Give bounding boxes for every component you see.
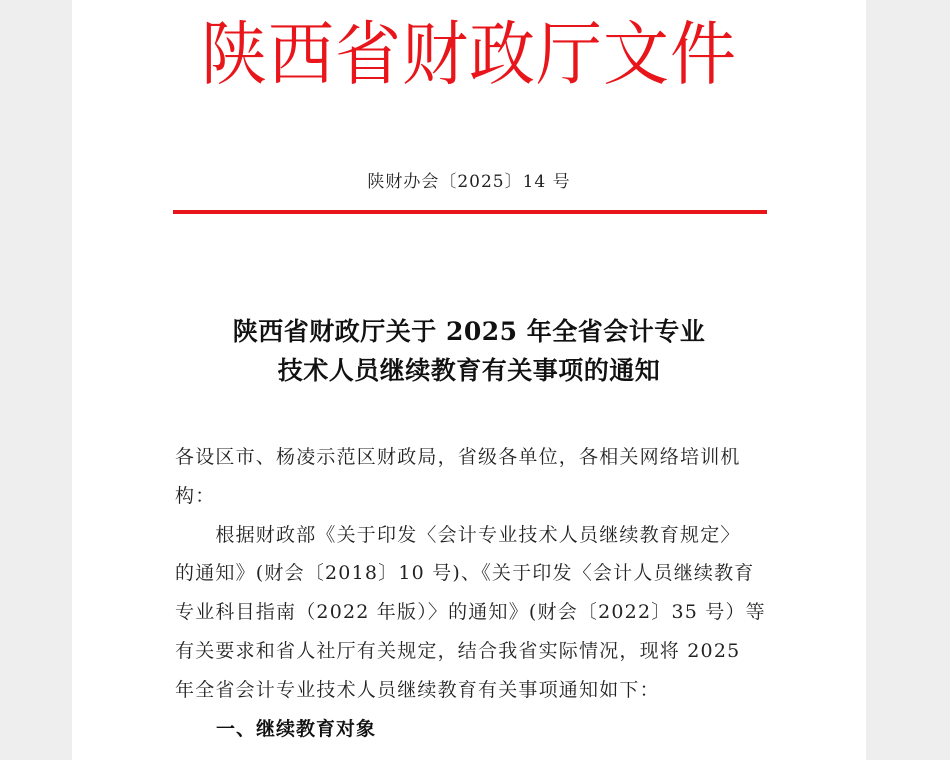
body-line: 根据财政部《关于印发〈会计专业技术人员继续教育规定〉 (175, 524, 741, 546)
body-line: 有关要求和省人社厅有关规定，结合我省实际情况，现将 2025 (175, 640, 741, 662)
body-line: 各设区市、杨凌示范区财政局，省级各单位，各相关网络培训机 (175, 446, 741, 468)
document-title-line-2: 技术人员继续教育有关事项的通知 (277, 356, 661, 385)
document-masthead: 陕西省财政厅文件 (201, 14, 737, 95)
body-line: 的通知》(财会〔2018〕10 号)、《关于印发〈会计人员继续教育 (175, 562, 755, 584)
body-line: 专业科目指南（2022 年版）〉的通知》(财会〔2022〕35 号）等 (175, 601, 766, 623)
section-heading: 一、继续教育对象 (216, 718, 377, 740)
body-line: 构： (175, 485, 216, 507)
body-line: 年全省会计专业技术人员继续教育有关事项通知如下： (175, 679, 660, 701)
document-number: 陕财办会〔2025〕14 号 (367, 172, 571, 192)
document-page (72, 0, 866, 760)
document-title-line-1: 陕西省财政厅关于 2025 年全省会计专业 (232, 317, 706, 346)
red-divider (173, 210, 767, 214)
